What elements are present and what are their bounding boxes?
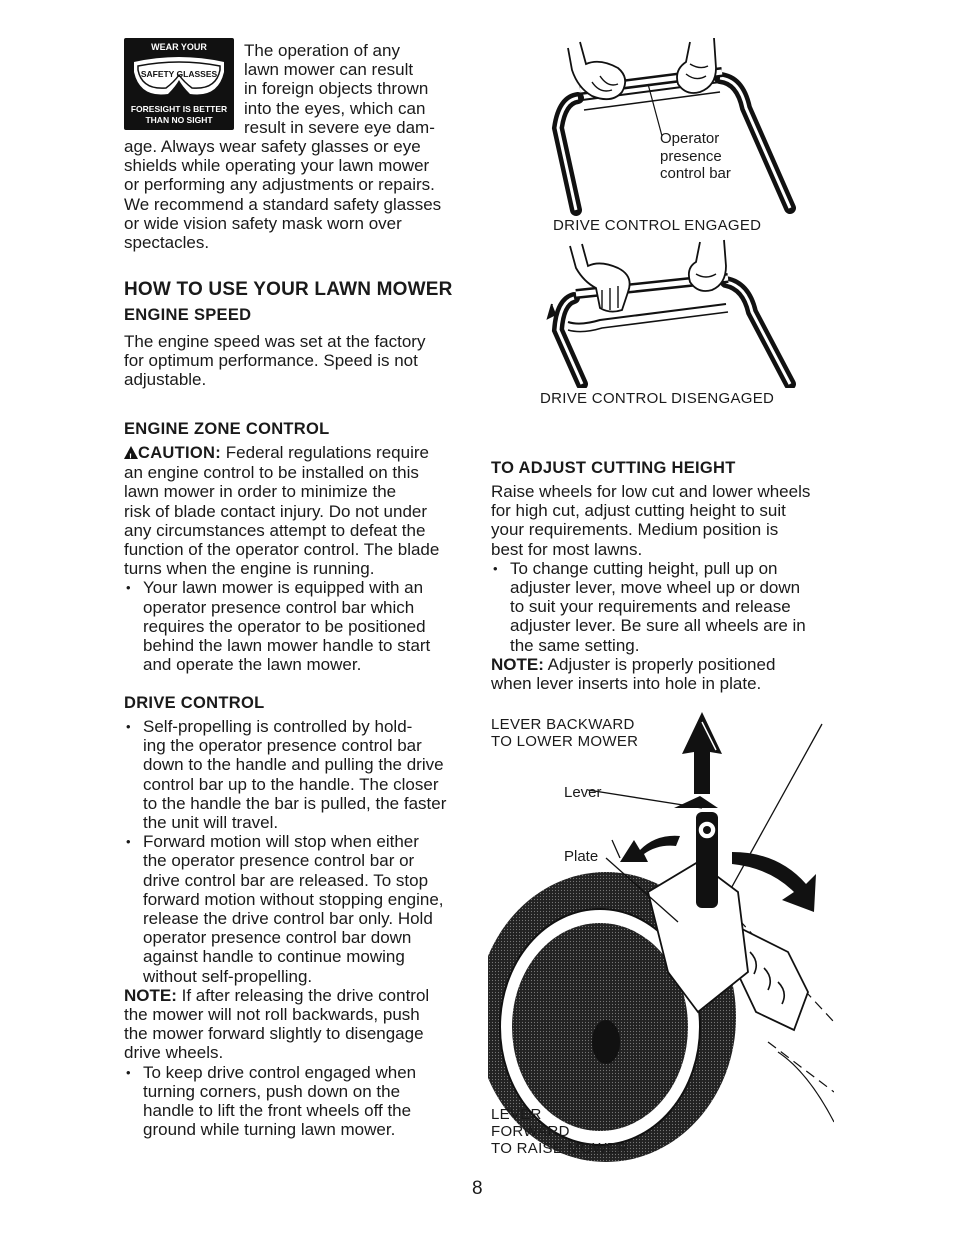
text-line: operator presence control bar which	[143, 597, 415, 617]
text-line: drive wheels.	[124, 1043, 224, 1063]
text-line: the operator presence control bar or	[143, 851, 415, 871]
engine-speed-heading: ENGINE SPEED	[124, 306, 252, 324]
cutting-height-heading: TO ADJUST CUTTING HEIGHT	[491, 459, 736, 477]
bullet-list	[124, 578, 484, 674]
label-line: LEVER BACKWARD	[491, 716, 635, 733]
note-text: Adjuster is properly positioned	[543, 654, 776, 674]
text-line: risk of blade contact injury. Do not under	[124, 501, 428, 521]
text-line: • To change cutting height, pull up on	[510, 558, 778, 578]
text-line: • Forward motion will stop when either	[143, 832, 419, 852]
label-line: TO LOWER MOWER	[491, 733, 639, 750]
intro-line: result in severe eye dam-	[244, 117, 435, 137]
note-line	[491, 655, 851, 674]
figure-drive-engaged	[540, 38, 800, 218]
text-line: the unit will travel.	[143, 813, 279, 833]
text-line: against handle to continue mowing	[143, 947, 405, 967]
note-label: NOTE:	[124, 985, 177, 1005]
text-line: an engine control to be installed on this	[124, 463, 419, 483]
intro-paragraph-continued	[124, 137, 484, 252]
text-line: your requirements. Medium position is	[491, 520, 779, 540]
list-item	[124, 832, 484, 986]
text-line: operator presence control bar down	[143, 928, 412, 948]
note-line	[124, 986, 484, 1005]
intro-line: into the eyes, which can	[244, 98, 426, 118]
figure-wheel-adjuster	[488, 712, 834, 1162]
text-line: ground while turning lawn mower.	[143, 1120, 396, 1140]
intro-line: spectacles.	[124, 233, 210, 253]
intro-line: in foreign objects thrown	[244, 79, 429, 99]
lever-forward-label	[491, 1106, 628, 1157]
text-line: to suit your requirements and release	[510, 597, 791, 617]
cutting-height-text	[491, 482, 851, 693]
text-line: function of the operator control. The blade	[124, 540, 440, 560]
page-number: 8	[472, 1178, 483, 1199]
figure-drive-disengaged	[540, 238, 800, 388]
caution-label: CAUTION:	[138, 444, 222, 462]
label-line: LEVER	[491, 1106, 542, 1123]
text-line: ing the operator presence control bar	[143, 736, 422, 756]
badge-line-3: FORESIGHT IS BETTER	[130, 104, 228, 114]
text-line: for high cut, adjust cutting height to suit	[491, 501, 786, 521]
safety-glasses-badge	[124, 38, 234, 130]
text-line: • Self-propelling is controlled by hold-	[143, 717, 413, 736]
text-line: The engine speed was set at the factory	[124, 332, 426, 351]
text-line: to the handle the bar is pulled, the faster	[143, 793, 447, 813]
bullet-list	[124, 717, 484, 986]
badge-line-1: WEAR YOUR	[151, 42, 207, 52]
text-line: best for most lawns.	[491, 539, 643, 559]
handle-disengaged-illustration	[540, 238, 800, 388]
intro-line: or performing any adjustments or repairs.	[124, 175, 435, 195]
caution-line	[124, 443, 484, 463]
lever-label: Lever	[564, 784, 602, 801]
engine-zone-heading: ENGINE ZONE CONTROL	[124, 420, 330, 438]
intro-line: The operation of any	[244, 41, 400, 60]
badge-line-4: THAN NO SIGHT	[145, 115, 213, 125]
text-line: control bar up to the handle. The closer	[143, 774, 439, 794]
text-line: release the drive control bar only. Hold	[143, 909, 433, 929]
list-item	[491, 559, 851, 655]
lever-backward-label	[491, 716, 638, 750]
caption-drive-engaged: DRIVE CONTROL ENGAGED	[553, 217, 762, 234]
text-line: and operate the lawn mower.	[143, 655, 362, 675]
drive-control-text	[124, 717, 484, 1139]
bullet-list	[124, 1063, 484, 1140]
text-line: the mower forward slightly to disengage	[124, 1024, 424, 1044]
bullet-list	[491, 559, 851, 655]
intro-line: or wide vision safety mask worn over	[124, 213, 402, 233]
list-item	[124, 1063, 484, 1140]
text-line: • Your lawn mower is equipped with an	[143, 578, 424, 598]
text-line: Raise wheels for low cut and lower wheels	[491, 482, 811, 501]
text-line: adjustable.	[124, 370, 207, 390]
list-item	[124, 717, 484, 832]
caution-icon	[124, 446, 138, 459]
plate-label: Plate	[564, 848, 599, 865]
intro-line: age. Always wear safety glasses or eye	[124, 137, 421, 156]
label-line: presence	[660, 147, 722, 165]
handle-engaged-illustration	[540, 38, 800, 218]
text-line: the same setting.	[510, 635, 640, 655]
note-text: If after releasing the drive control	[176, 985, 430, 1005]
engine-speed-text	[124, 332, 484, 390]
section-heading-how-to-use: HOW TO USE YOUR LAWN MOWER	[124, 279, 453, 300]
intro-paragraph-wrapped	[244, 41, 474, 137]
drive-control-heading: DRIVE CONTROL	[124, 694, 265, 712]
caution-text: Federal regulations require	[221, 443, 429, 462]
text-line: turning corners, push down on the	[143, 1081, 401, 1101]
text-line: • To keep drive control engaged when	[143, 1062, 417, 1082]
intro-line: We recommend a standard safety glasses	[124, 194, 442, 214]
list-item	[124, 578, 484, 674]
text-line: adjuster lever, move wheel up or down	[510, 578, 801, 598]
text-line: drive control bar are released. To stop	[143, 870, 429, 890]
text-line: the mower will not roll backwards, push	[124, 1005, 420, 1025]
caption-drive-disengaged: DRIVE CONTROL DISENGAGED	[540, 390, 775, 407]
label-line: FORWARD	[491, 1123, 570, 1140]
text-line: adjuster lever. Be sure all wheels are in	[510, 616, 806, 636]
text-line: turns when the engine is running.	[124, 559, 375, 579]
intro-line: lawn mower can result	[244, 60, 414, 80]
text-line: when lever inserts into hole in plate.	[491, 674, 762, 694]
engine-zone-text	[124, 443, 484, 674]
text-line: without self-propelling.	[143, 966, 313, 986]
text-line: lawn mower in order to minimize the	[124, 482, 397, 502]
text-line: requires the operator to be positioned	[143, 616, 426, 636]
note-label: NOTE:	[491, 654, 544, 674]
text-line: for optimum performance. Speed is not	[124, 351, 418, 371]
badge-line-2: SAFETY GLASSES	[140, 69, 218, 79]
label-line: Operator	[660, 130, 720, 147]
text-line: down to the handle and pulling the drive	[143, 755, 444, 775]
label-line: control bar	[660, 165, 731, 182]
label-line: TO RAISE MOWER	[491, 1140, 629, 1157]
text-line: forward motion without stopping engine,	[143, 889, 444, 909]
wheel-adjuster-illustration	[488, 712, 834, 1162]
operator-presence-label	[660, 130, 731, 183]
text-line: any circumstances attempt to defeat the	[124, 520, 426, 540]
text-line: handle to lift the front wheels off the	[143, 1101, 412, 1121]
text-line: behind the lawn mower handle to start	[143, 636, 431, 656]
intro-line: shields while operating your lawn mower	[124, 156, 430, 176]
